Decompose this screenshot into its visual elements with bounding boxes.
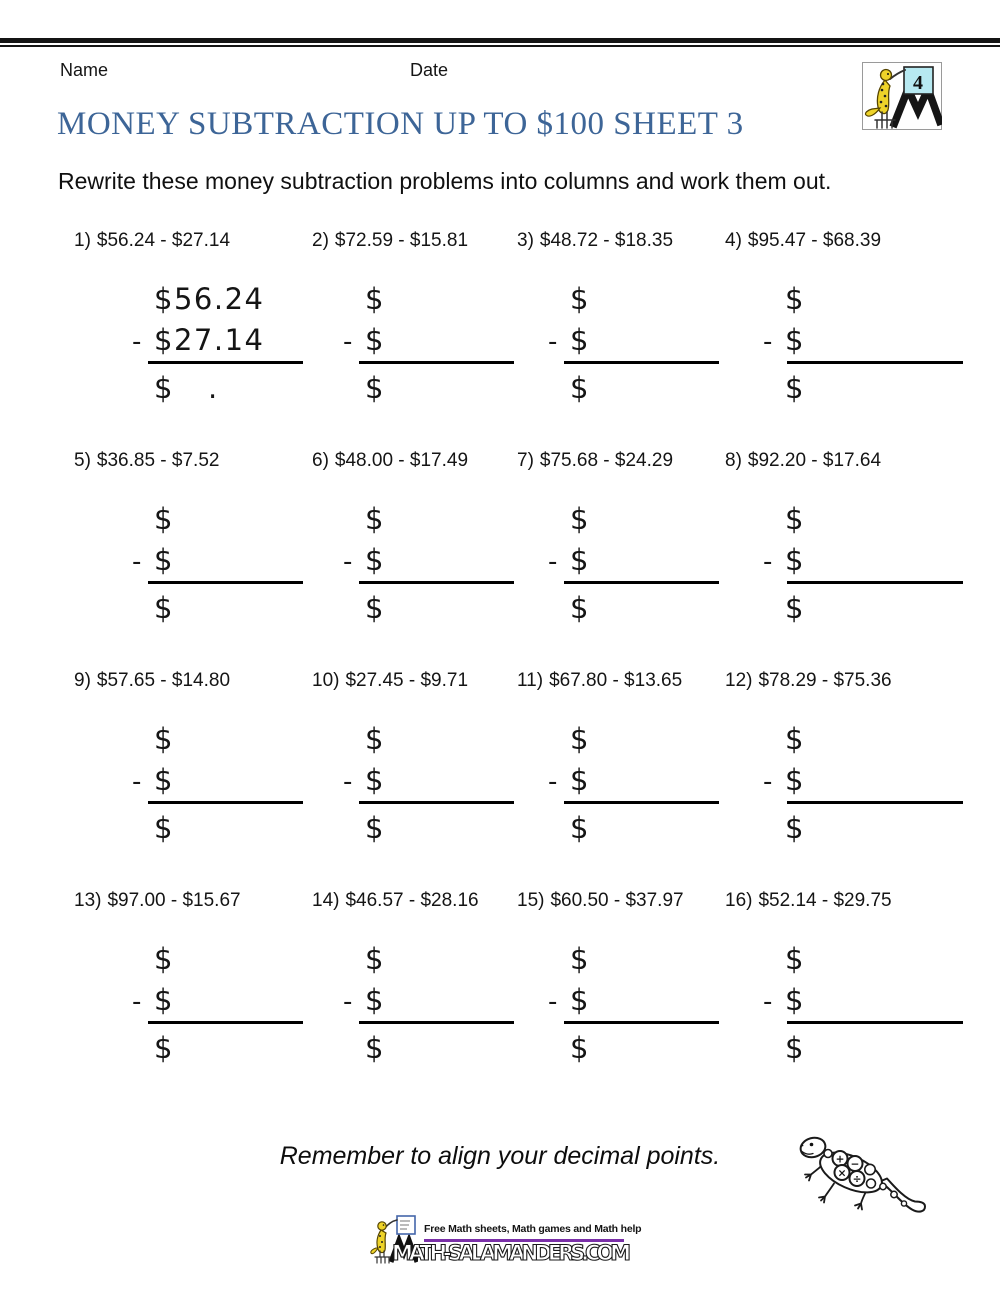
- answer-dollar-sign: $: [365, 371, 385, 405]
- problem-statement: [725, 230, 960, 252]
- problem-expression: $92.20 - $17.64: [747, 450, 882, 471]
- answer-line: [132, 586, 298, 630]
- problem-statement: [312, 890, 503, 912]
- minus-sign: -: [548, 767, 559, 797]
- answer-line: [132, 366, 298, 410]
- answer-line: [343, 586, 503, 630]
- subtrahend-value: $: [365, 763, 385, 797]
- minus-sign: -: [548, 987, 559, 1017]
- subtrahend-line: [763, 762, 960, 798]
- problem-cell-7: [503, 450, 711, 630]
- answer-decimal-point: .: [207, 371, 219, 405]
- answer-dollar-sign: $: [365, 1031, 385, 1065]
- minuend-line: $: [365, 282, 385, 316]
- footer-tagline: Free Math sheets, Math games and Math help: [424, 1223, 642, 1235]
- answer-line: [548, 1026, 711, 1070]
- answer-dollar-sign: $: [785, 591, 805, 625]
- answer-dollar-sign: $: [154, 371, 174, 405]
- grade-number: 4: [913, 72, 923, 94]
- subtrahend-line: [763, 982, 960, 1018]
- subtrahend-value: $: [365, 543, 385, 577]
- subtrahend-value: $: [785, 543, 805, 577]
- subtrahend-value: $: [154, 983, 174, 1017]
- problem-number: 3): [517, 230, 534, 251]
- subtrahend-line: [132, 982, 298, 1018]
- answer-dollar-sign: $: [154, 1031, 174, 1065]
- top-border-thick: [0, 38, 1000, 43]
- answer-dollar-sign: $: [785, 371, 805, 405]
- problem-cell-14: [298, 890, 503, 1070]
- problem-statement: [725, 450, 960, 472]
- problem-statement: [517, 450, 711, 472]
- subtrahend-line: [343, 322, 503, 358]
- minus-sign: -: [343, 327, 354, 357]
- reminder-text: Remember to align your decimal points.: [279, 1142, 721, 1170]
- answer-dollar-sign: $: [154, 811, 174, 845]
- work-area: [132, 716, 298, 850]
- answer-rule: [564, 361, 719, 364]
- answer-line: [763, 586, 960, 630]
- subtrahend-value: $: [570, 543, 590, 577]
- problem-cell-8: [711, 450, 960, 630]
- problem-expression: $78.29 - $75.36: [758, 670, 892, 691]
- problem-expression: $75.68 - $24.29: [539, 450, 674, 471]
- problem-cell-9: [60, 670, 298, 850]
- work-area: [343, 716, 503, 850]
- minus-sign: -: [132, 987, 143, 1017]
- minus-sign: -: [343, 767, 354, 797]
- problem-statement: [74, 670, 298, 692]
- minuend-line: $: [570, 942, 590, 976]
- answer-line: [763, 1026, 960, 1070]
- work-area: [763, 276, 960, 410]
- answer-rule: [564, 801, 719, 804]
- minuend-line: $: [570, 722, 590, 756]
- problem-statement: [517, 230, 711, 252]
- minuend-line: $: [154, 722, 174, 756]
- subtrahend-line: [763, 542, 960, 578]
- problem-statement: [517, 890, 711, 912]
- divide-symbol: ÷: [852, 1173, 862, 1186]
- answer-line: [132, 806, 298, 850]
- answer-dollar-sign: $: [570, 811, 590, 845]
- problem-cell-3: [503, 230, 711, 410]
- answer-dollar-sign: $: [570, 371, 590, 405]
- subtrahend-value: $: [154, 543, 174, 577]
- answer-line: [132, 1026, 298, 1070]
- subtrahend-value: $: [785, 983, 805, 1017]
- subtrahend-line: [343, 762, 503, 798]
- work-area: [343, 276, 503, 410]
- work-area: [132, 936, 298, 1070]
- problem-number: 9): [74, 670, 91, 691]
- minus-sign: -: [763, 327, 774, 357]
- problem-number: 12): [725, 670, 753, 691]
- problem-number: 6): [312, 450, 329, 471]
- subtrahend-value: $: [570, 323, 590, 357]
- problem-cell-12: [711, 670, 960, 850]
- answer-line: [548, 366, 711, 410]
- site-name: MATH-SALAMANDERS.COM: [392, 1241, 630, 1265]
- subtrahend-value: $: [365, 323, 385, 357]
- answer-rule: [148, 361, 303, 364]
- answer-dollar-sign: $: [154, 591, 174, 625]
- subtrahend-line: [548, 762, 711, 798]
- problem-cell-15: [503, 890, 711, 1070]
- problem-statement: [74, 890, 298, 912]
- problem-statement: [725, 670, 960, 692]
- instruction-text: Rewrite these money subtraction problems into columns and work them out.: [58, 168, 832, 194]
- subtrahend-line: [763, 322, 960, 358]
- top-border-thin: [0, 45, 1000, 47]
- minuend-line: $: [365, 942, 385, 976]
- minus-sign: -: [132, 767, 143, 797]
- minuend-line: $: [365, 722, 385, 756]
- minus-symbol: −: [850, 1158, 860, 1171]
- problem-number: 10): [312, 670, 340, 691]
- minuend-line: $: [570, 502, 590, 536]
- problem-number: 8): [725, 450, 742, 471]
- answer-dollar-sign: $: [785, 1031, 805, 1065]
- problem-expression: $52.14 - $29.75: [758, 890, 892, 911]
- problem-cell-11: [503, 670, 711, 850]
- subtrahend-value: $: [570, 983, 590, 1017]
- minus-sign: -: [763, 547, 774, 577]
- answer-rule: [148, 581, 303, 584]
- problem-cell-6: [298, 450, 503, 630]
- problem-statement: [312, 450, 503, 472]
- problem-number: 14): [312, 890, 340, 911]
- minuend-line: $: [154, 942, 174, 976]
- problem-expression: $60.50 - $37.97: [550, 890, 684, 911]
- work-area: [548, 496, 711, 630]
- answer-dollar-sign: $: [365, 811, 385, 845]
- problem-expression: $48.72 - $18.35: [539, 230, 674, 251]
- problem-number: 1): [74, 230, 91, 251]
- work-area: [132, 496, 298, 630]
- math-salamanders-logo: [862, 62, 942, 130]
- subtrahend-value: $: [785, 323, 805, 357]
- subtrahend-line: [132, 322, 298, 358]
- problem-expression: $56.24 - $27.14: [96, 230, 231, 251]
- work-area: [763, 496, 960, 630]
- work-area: [132, 276, 298, 410]
- answer-line: [343, 806, 503, 850]
- work-area: [548, 716, 711, 850]
- date-field-label: Date: [410, 60, 449, 80]
- problem-number: 4): [725, 230, 742, 251]
- problem-statement: [517, 670, 711, 692]
- problem-expression: $72.59 - $15.81: [334, 230, 469, 251]
- subtrahend-line: [548, 982, 711, 1018]
- answer-rule: [359, 801, 514, 804]
- subtrahend-value: $: [154, 763, 174, 797]
- subtrahend-line: [548, 542, 711, 578]
- name-field-label: Name: [60, 60, 109, 80]
- answer-rule: [359, 581, 514, 584]
- problem-cell-5: [60, 450, 298, 630]
- problem-expression: $36.85 - $7.52: [96, 450, 220, 471]
- answer-rule: [787, 581, 963, 584]
- answer-dollar-sign: $: [570, 591, 590, 625]
- minuend-line: $: [785, 502, 805, 536]
- problem-cell-10: [298, 670, 503, 850]
- site-wordmark: [392, 1241, 632, 1265]
- problem-statement: [74, 450, 298, 472]
- problem-expression: $95.47 - $68.39: [747, 230, 882, 251]
- minus-sign: -: [343, 987, 354, 1017]
- work-area: [343, 936, 503, 1070]
- answer-rule: [359, 1021, 514, 1024]
- answer-line: [763, 806, 960, 850]
- work-area: [548, 936, 711, 1070]
- answer-rule: [787, 801, 963, 804]
- gecko-icon: [795, 1126, 930, 1222]
- subtrahend-line: [343, 982, 503, 1018]
- subtrahend-line: [548, 322, 711, 358]
- subtrahend-value: $: [785, 763, 805, 797]
- problem-statement: [312, 670, 503, 692]
- answer-rule: [564, 1021, 719, 1024]
- problem-expression: $67.80 - $13.65: [549, 670, 683, 691]
- problem-number: 15): [517, 890, 545, 911]
- problem-number: 2): [312, 230, 329, 251]
- problem-expression: $48.00 - $17.49: [334, 450, 469, 471]
- answer-line: [548, 806, 711, 850]
- answer-dollar-sign: $: [570, 1031, 590, 1065]
- problem-cell-2: [298, 230, 503, 410]
- page-title: MONEY SUBTRACTION UP TO $100 SHEET 3: [57, 106, 744, 142]
- problem-cell-13: [60, 890, 298, 1070]
- problem-number: 16): [725, 890, 753, 911]
- answer-rule: [148, 1021, 303, 1024]
- work-area: [763, 936, 960, 1070]
- minuend-line: $: [154, 502, 174, 536]
- work-area: [548, 276, 711, 410]
- minus-sign: -: [763, 767, 774, 797]
- problem-number: 5): [74, 450, 91, 471]
- problem-number: 11): [517, 670, 544, 691]
- work-area: [343, 496, 503, 630]
- minus-sign: -: [132, 547, 143, 577]
- answer-line: [548, 586, 711, 630]
- problem-expression: $57.65 - $14.80: [96, 670, 231, 691]
- answer-line: [343, 1026, 503, 1070]
- problem-statement: [725, 890, 960, 912]
- subtrahend-value: $: [365, 983, 385, 1017]
- problem-number: 13): [74, 890, 102, 911]
- subtrahend-line: [132, 762, 298, 798]
- minus-sign: -: [132, 327, 143, 357]
- plus-symbol: +: [835, 1153, 845, 1166]
- problem-statement: [312, 230, 503, 252]
- minuend-line: $: [365, 502, 385, 536]
- minus-sign: -: [343, 547, 354, 577]
- problem-expression: $97.00 - $15.67: [107, 890, 241, 911]
- minuend-line: $: [785, 282, 805, 316]
- minuend-line: $: [785, 722, 805, 756]
- problem-number: 7): [517, 450, 534, 471]
- problem-expression: $46.57 - $28.16: [345, 890, 479, 911]
- answer-rule: [359, 361, 514, 364]
- minuend-line: $56.24: [154, 282, 265, 316]
- problem-statement: [74, 230, 298, 252]
- subtrahend-value: $27.14: [154, 323, 265, 357]
- answer-dollar-sign: $: [785, 811, 805, 845]
- minus-sign: -: [548, 547, 559, 577]
- times-symbol: ×: [837, 1167, 847, 1180]
- problems-grid: [60, 230, 960, 1070]
- answer-line: [763, 366, 960, 410]
- answer-dollar-sign: $: [365, 591, 385, 625]
- answer-rule: [564, 581, 719, 584]
- answer-line: [343, 366, 503, 410]
- answer-rule: [787, 361, 963, 364]
- minuend-line: $: [570, 282, 590, 316]
- answer-rule: [787, 1021, 963, 1024]
- subtrahend-line: [343, 542, 503, 578]
- problem-cell-16: [711, 890, 960, 1070]
- subtrahend-value: $: [570, 763, 590, 797]
- work-area: [763, 716, 960, 850]
- minuend-line: $: [785, 942, 805, 976]
- answer-rule: [148, 801, 303, 804]
- minus-sign: -: [548, 327, 559, 357]
- minus-sign: -: [763, 987, 774, 1017]
- subtrahend-line: [132, 542, 298, 578]
- problem-cell-1: [60, 230, 298, 410]
- problem-cell-4: [711, 230, 960, 410]
- problem-expression: $27.45 - $9.71: [345, 670, 469, 691]
